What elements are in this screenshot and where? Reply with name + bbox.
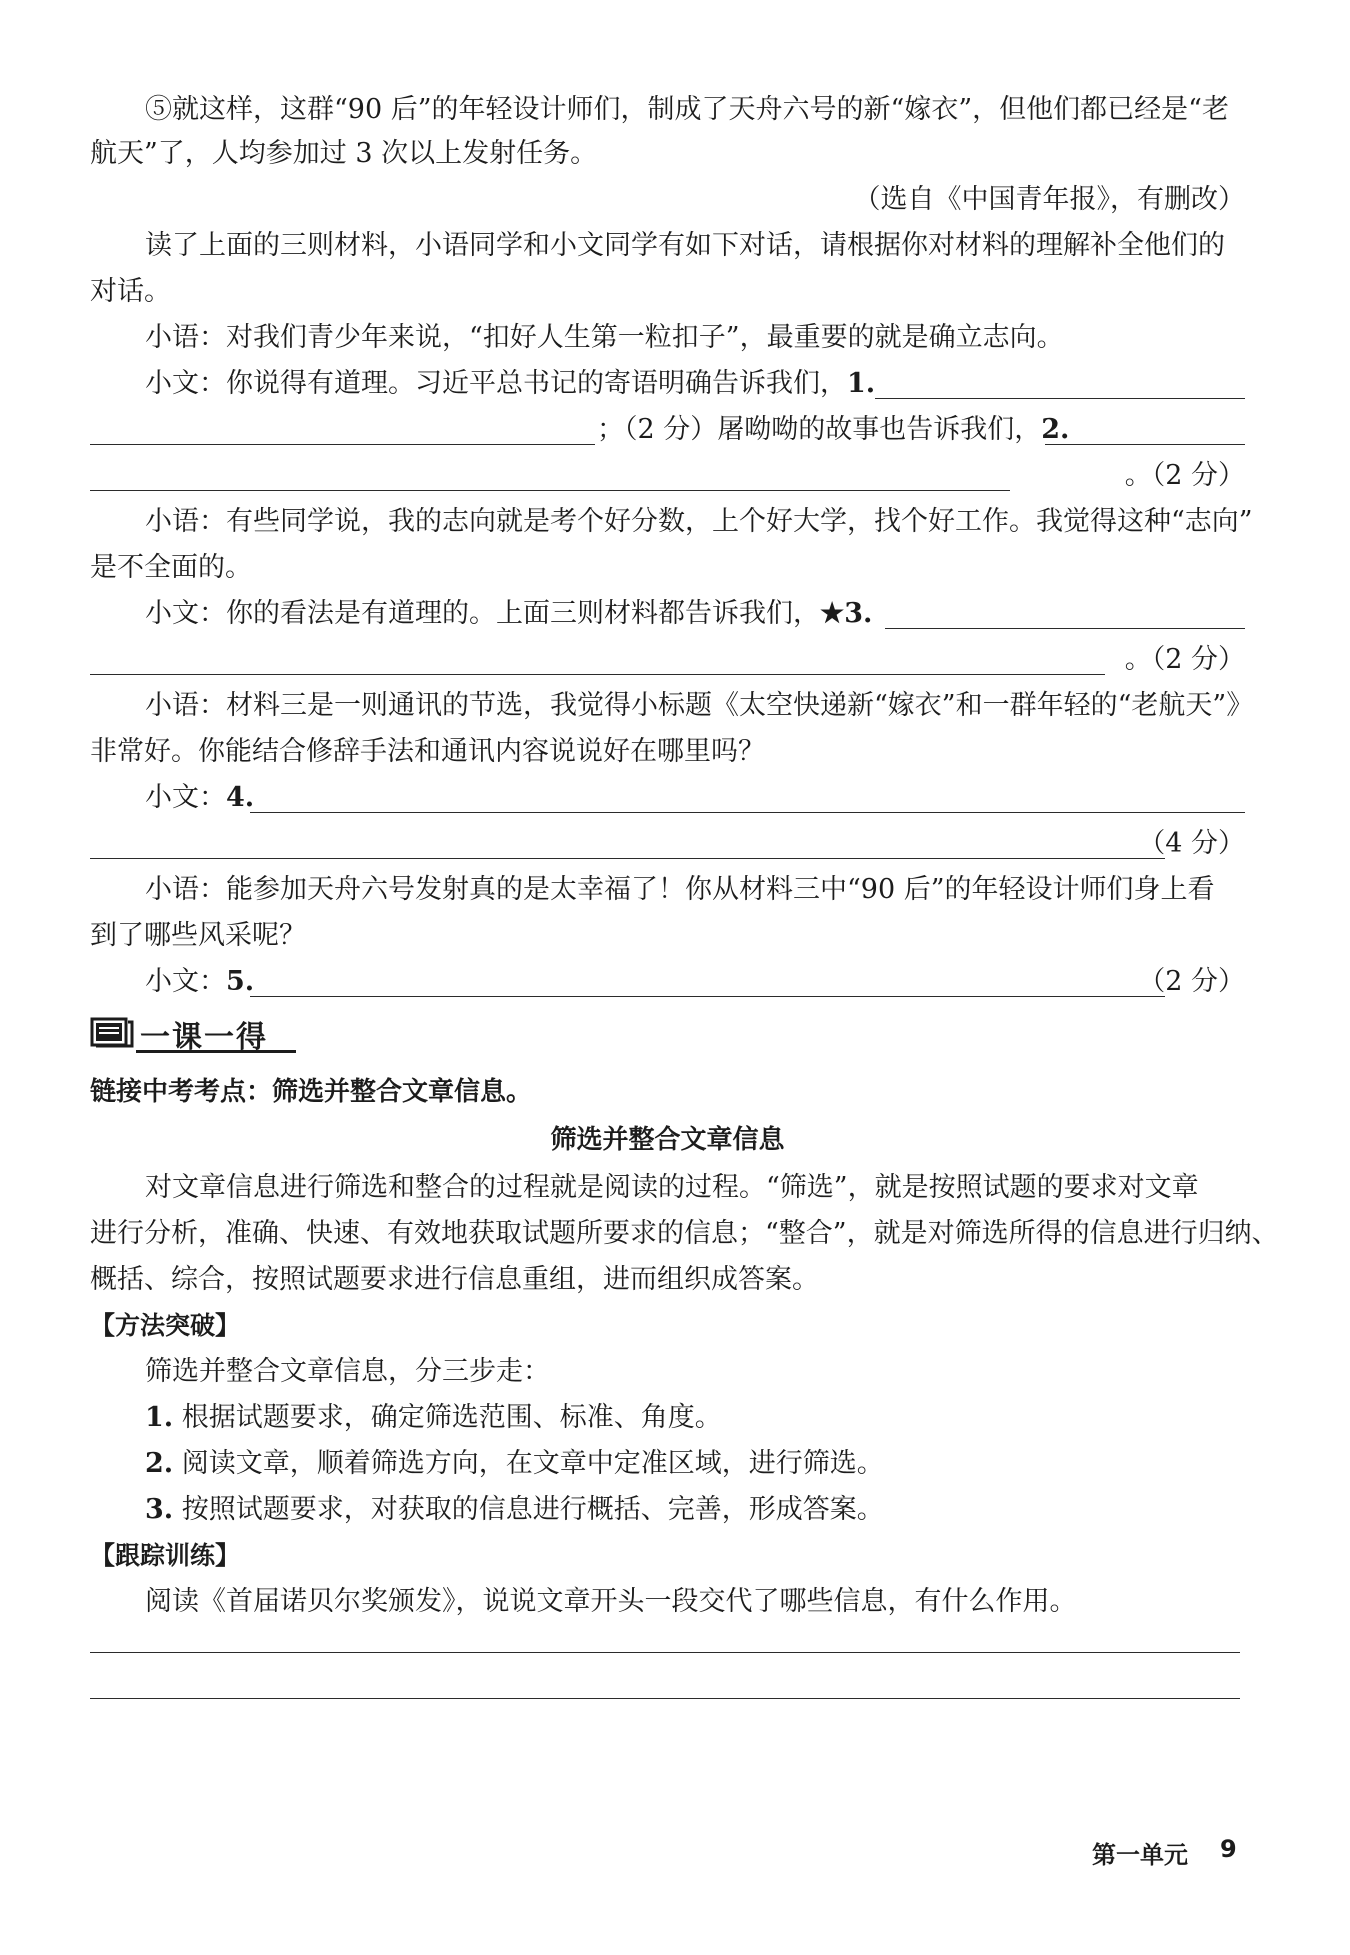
- lesson-paragraph-line3: 概括、综合，按照试题要求进行信息重组，进而组织成答案。: [90, 1264, 819, 1295]
- xiaoyu-line-q4-2: 非常好。你能结合修辞手法和通讯内容说说好在哪里吗？: [90, 736, 765, 767]
- xiaowen-lead-q3: 小文：你的看法是有道理的。上面三则材料都告诉我们，: [145, 598, 820, 629]
- method-label: 【方法突破】: [90, 1311, 241, 1340]
- section-heading: [90, 1010, 300, 1056]
- xiaoyu-line-q3-2: 是不全面的。: [90, 552, 252, 583]
- xiaoyu-line-q5-1: 小语：能参加天舟六号发射真的是太幸福了！你从材料三中“90 后”的年轻设计师们身上看: [145, 874, 1215, 905]
- method-step-2: [145, 1444, 1245, 1484]
- xiaowen-lead-q4: 小文：: [145, 782, 226, 813]
- xiaoyu-line-q3-1: 小语：有些同学说，我的志向就是考个好分数，上个好大学，找个好工作。我觉得这种“志向”: [145, 506, 1253, 537]
- question-number-1: 1.: [847, 368, 876, 399]
- material-paragraph-5-line2: 航天”了，人均参加过 3 次以上发射任务。: [90, 138, 598, 169]
- answer-blank-3a[interactable]: [885, 628, 1245, 629]
- answer-blank-1b[interactable]: [90, 444, 595, 445]
- lesson-heading: 筛选并整合文章信息: [550, 1125, 785, 1155]
- xiaoyu-line-q1: 小语：对我们青少年来说，“扣好人生第一粒扣子”，最重要的就是确立志向。: [145, 322, 1064, 353]
- exam-point-link: 链接中考考点：筛选并整合文章信息。: [90, 1077, 533, 1107]
- material-source: （选自《中国青年报》，有删改）: [853, 184, 1245, 215]
- step-1-text: 根据试题要求，确定筛选范围、标准、角度。: [181, 1402, 722, 1433]
- answer-blank-4a[interactable]: [250, 812, 1245, 813]
- question-number-5: 5.: [226, 966, 255, 997]
- method-intro: 筛选并整合文章信息，分三步走：: [145, 1356, 550, 1387]
- footer-unit: 第一单元: [1092, 1841, 1188, 1869]
- practice-answer-blank-2[interactable]: [90, 1698, 1240, 1699]
- question-number-4: 4.: [226, 782, 255, 813]
- q1-score-and-q2-lead: [597, 410, 1070, 450]
- xiaoyu-line-q5-2: 到了哪些风采呢？: [90, 920, 306, 951]
- lesson-paragraph-line1: 对文章信息进行筛选和整合的过程就是阅读的过程。“筛选”，就是按照试题的要求对文章: [145, 1172, 1199, 1203]
- footer-page-number: 9: [1220, 1835, 1237, 1863]
- q3-score: 。（2 分）: [1124, 644, 1245, 675]
- q5-score: （2 分）: [1138, 966, 1245, 997]
- step-3-number: 3.: [145, 1494, 174, 1525]
- step-1-number: 1.: [145, 1402, 174, 1433]
- xiaoyu-line-q4-1: 小语：材料三是一则通讯的节选，我觉得小标题《太空快递新“嫁衣”和一群年轻的“老航天”》: [145, 690, 1254, 721]
- q1-score: ；（2 分）屠呦呦的故事也告诉我们，: [597, 414, 1042, 445]
- dialogue-intro-line2: 对话。: [90, 276, 171, 307]
- section-title: 一课一得: [140, 1020, 268, 1055]
- step-2-text: 阅读文章，顺着筛选方向，在文章中定准区域，进行筛选。: [181, 1448, 884, 1479]
- practice-answer-blank-1[interactable]: [90, 1652, 1240, 1653]
- xiaowen-lead-q5: 小文：: [145, 966, 226, 997]
- q2-score: 。（2 分）: [1124, 460, 1245, 491]
- lesson-paragraph-line2: 进行分析，准确、快速、有效地获取试题所要求的信息；“整合”，就是对筛选所得的信息进行归纳、: [90, 1218, 1279, 1249]
- dialogue-intro-line1: 读了上面的三则材料，小语同学和小文同学有如下对话，请根据你对材料的理解补全他们的: [145, 230, 1225, 261]
- section-underline: [136, 1050, 296, 1053]
- q4-score: （4 分）: [1138, 828, 1245, 859]
- practice-label: 【跟踪训练】: [90, 1541, 241, 1570]
- material-paragraph-5-line1: ⑤就这样，这群“90 后”的年轻设计师们，制成了天舟六号的新“嫁衣”，但他们都已经是“老: [145, 94, 1229, 125]
- step-2-number: 2.: [145, 1448, 174, 1479]
- step-3-text: 按照试题要求，对获取的信息进行概括、完善，形成答案。: [181, 1494, 884, 1525]
- answer-blank-2a[interactable]: [1045, 444, 1245, 445]
- answer-blank-1a[interactable]: [875, 398, 1245, 399]
- practice-question: 阅读《首届诺贝尔奖颁发》，说说文章开头一段交代了哪些信息，有什么作用。: [145, 1586, 1077, 1617]
- question-number-3: ★3.: [820, 598, 873, 629]
- notebook-icon: [90, 1016, 134, 1048]
- xiaowen-lead-q1: 小文：你说得有道理。习近平总书记的寄语明确告诉我们，: [145, 368, 847, 399]
- method-step-3: [145, 1490, 1245, 1530]
- question-number-2: 2.: [1041, 414, 1070, 445]
- method-step-1: [145, 1398, 1245, 1438]
